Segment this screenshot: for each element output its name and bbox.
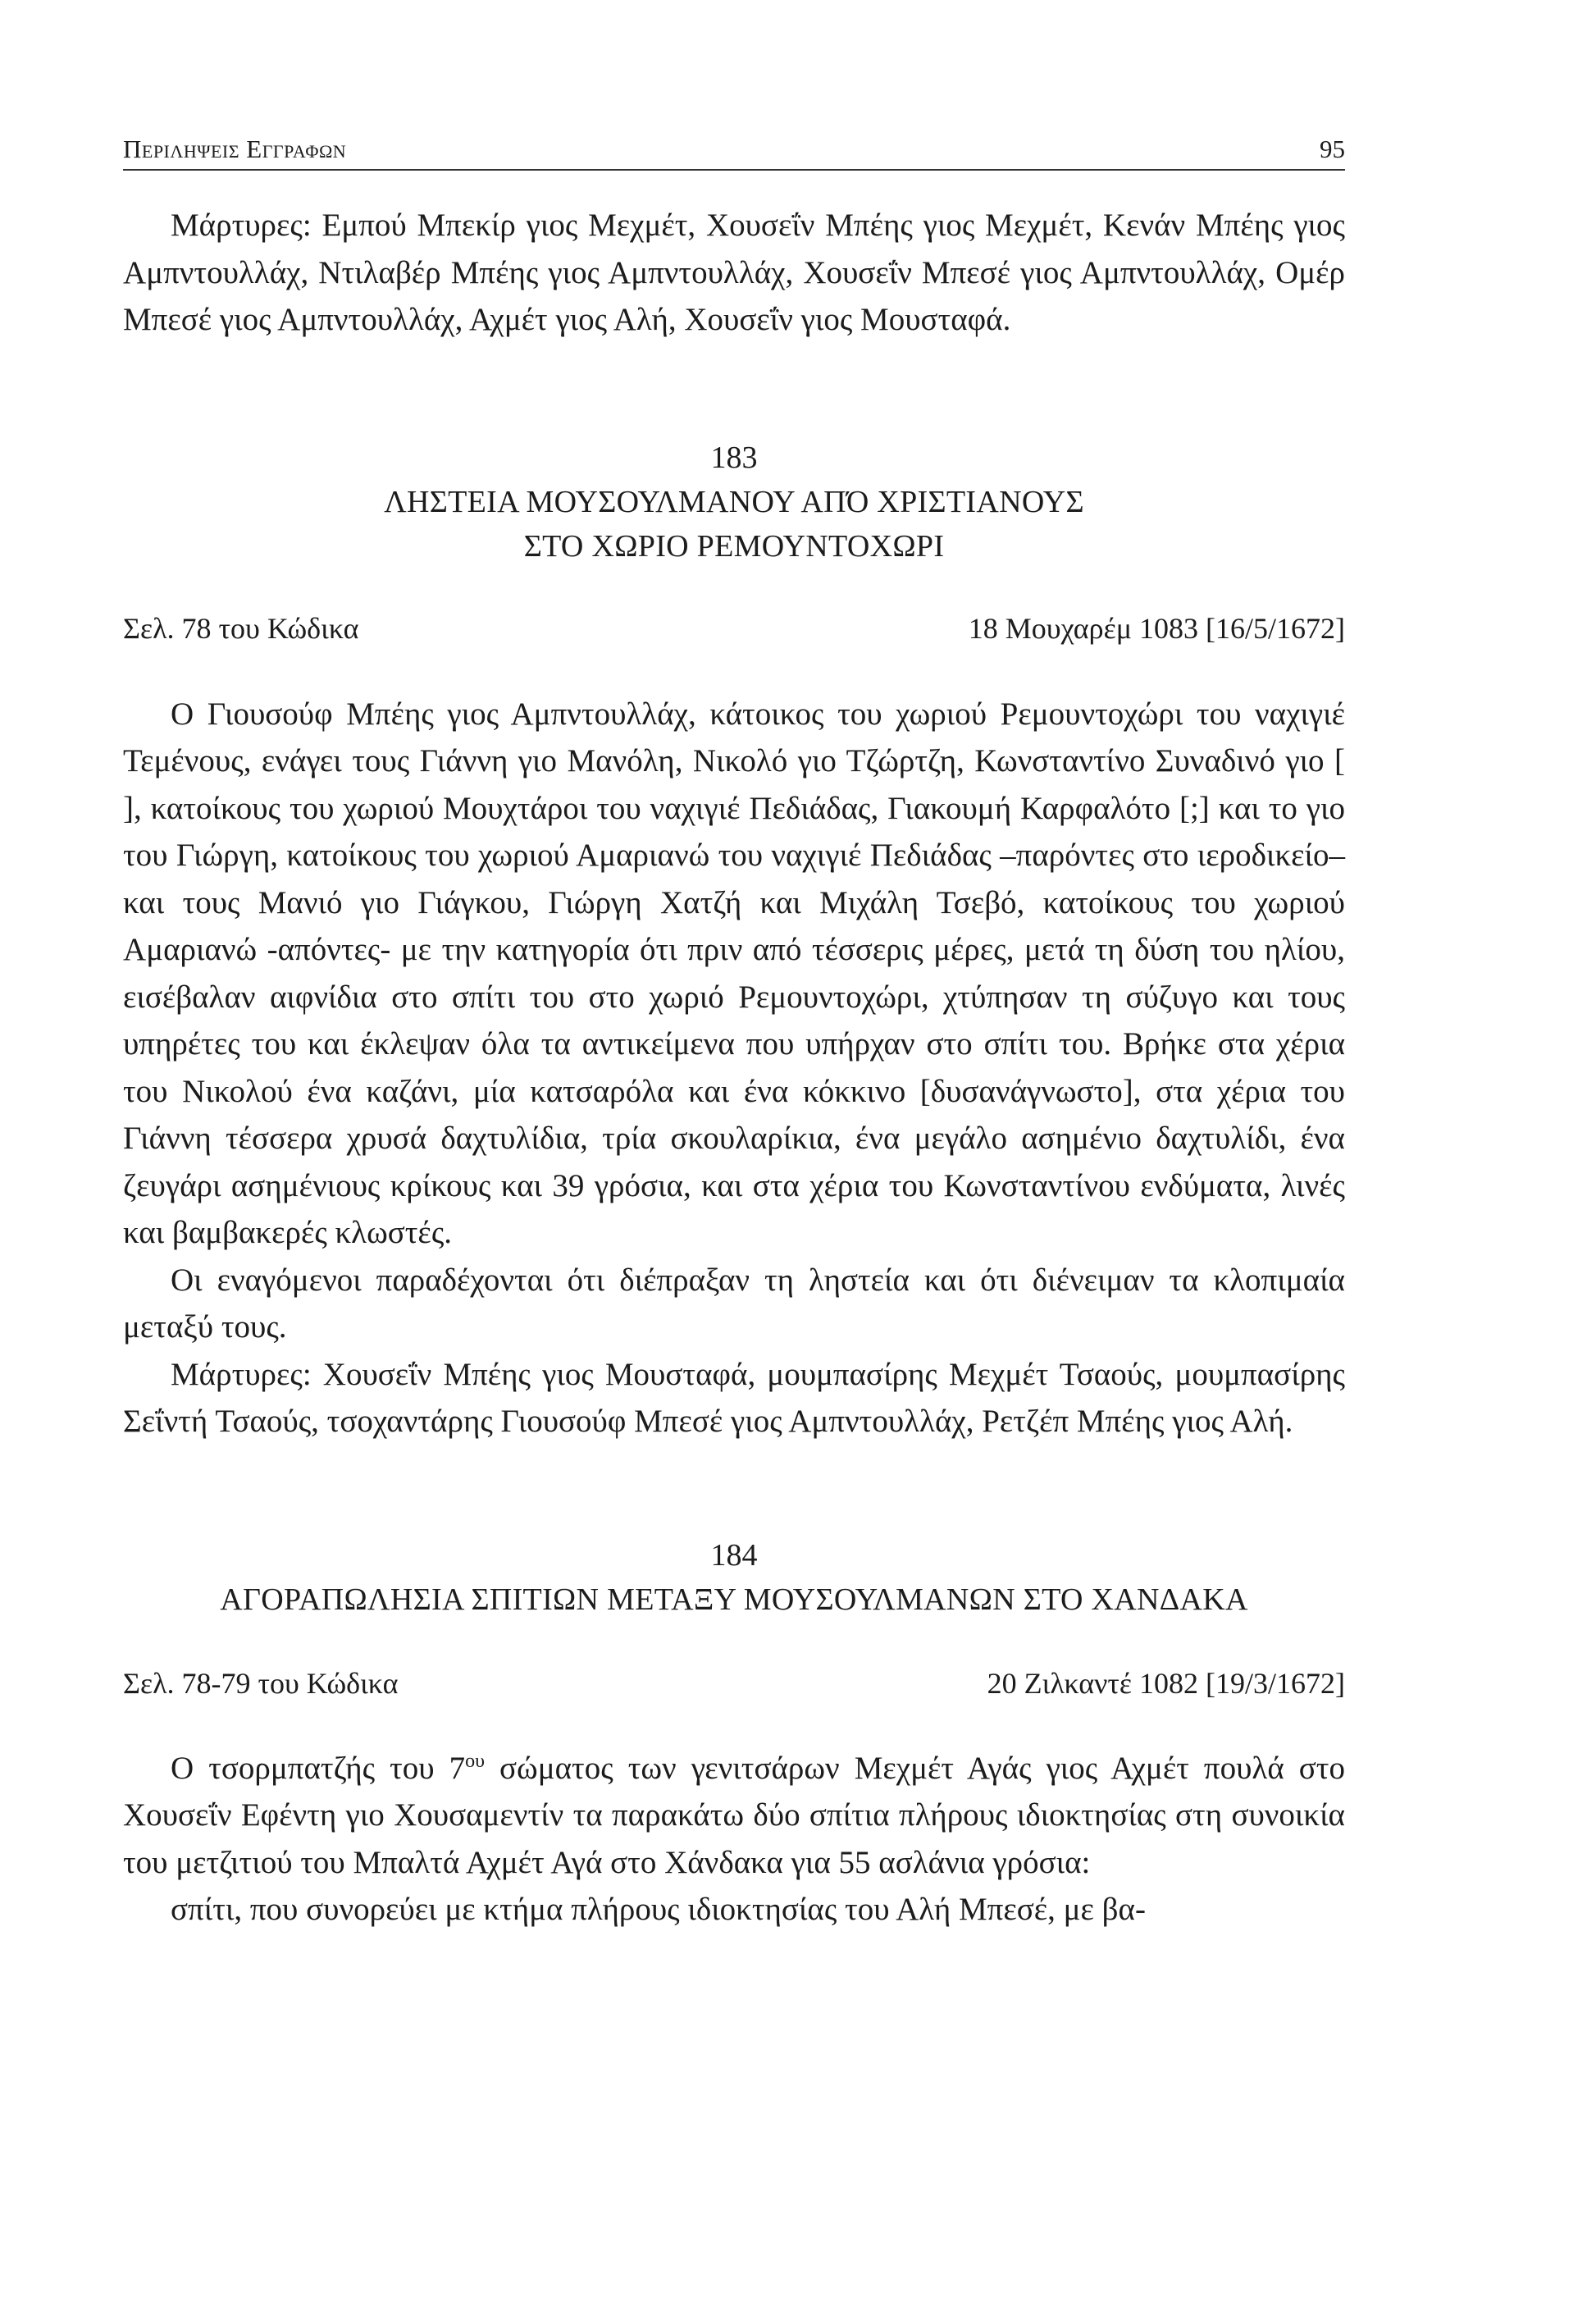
entry-date: 20 Ζιλκαντέ 1082 [19/3/1672] [987, 1666, 1345, 1700]
running-title: Περιληψεισ Εγγραφων [123, 135, 347, 163]
body-paragraph: Μάρτυρες: Χουσεΐν Μπέης γιος Μουσταφά, μουμπασίρης Μεχμέτ Τσαούς, μουμπασίρης Σεΐντή Τσαούς, τσοχαντάρης Γιουσούφ Μπεσέ γιος Αμπντουλλάχ, Ρετζέπ Μπέης γιος Αλή. [123, 1356, 1345, 1439]
text-segment: σώματος των γενιτσάρων Μεχμέτ Αγάς γιος Αχμέτ πουλά στο Χουσεΐν Εφέντη γιο Χουσαμεντίν τα παρακάτω δύο σπίτια πλήρους ιδιοκτησίας στη συνοικία του μετζιτιού του Μπαλτά Αχμέτ Αγά στο Χάνδακα για 55 ασλάνια γρόσια: [123, 1750, 1345, 1880]
witnesses-paragraph: Μάρτυρες: Εμπού Μπεκίρ γιος Μεχμέτ, Χουσεΐν Μπέης γιος Μεχμέτ, Κενάν Μπέης γιος Αμπντουλλάχ, Ντιλαβέρ Μπέης γιος Αμπντουλλάχ, Χουσεΐν Μπεσέ γιος Αμπντουλλάχ, Ομέρ Μπεσέ γιος Αμπντουλλάχ, Αχμέτ γιος Αλή, Χουσεΐν γιος Μουσταφά. [123, 208, 1345, 337]
entry-title-line-1: ΑΓΟΡΑΠΩΛΗΣΙΑ ΣΠΙΤΙΩΝ ΜΕΤΑΞΥ ΜΟΥΣΟΥΛΜΑΝΩΝ ΣΤΟ ΧΑΝΔΑΚΑ [220, 1582, 1248, 1617]
entry-title-line-2: ΣΤΟ ΧΩΡΙΟ ΡΕΜΟΥΝΤΟΧΩΡΙ [523, 528, 945, 564]
entry-date: 18 Μουχαρέμ 1083 [16/5/1672] [968, 611, 1345, 645]
body-paragraph [123, 1745, 1345, 1887]
entry-number: 183 [710, 440, 758, 475]
entry-source: Σελ. 78-79 του Κώδικα [123, 1666, 399, 1700]
entry-184 [123, 1533, 1345, 1934]
entry-source-line [123, 606, 1345, 651]
entry-body [123, 1745, 1345, 1934]
entry-source: Σελ. 78 του Κώδικα [123, 611, 359, 645]
entry-183 [123, 436, 1345, 1445]
document-page [123, 123, 1345, 1934]
body-paragraph: Οι εναγόμενοι παραδέχονται ότι διέπραξαν τη ληστεία και ότι διένειμαν τα κλοπιμαία μεταξύ τους. [123, 1262, 1345, 1345]
ordinal-suffix: ου [465, 1750, 485, 1772]
body-paragraph: Ο Γιουσούφ Μπέης γιος Αμπντουλλάχ, κάτοικος του χωριού Ρεμουντοχώρι του ναχιγιέ Τεμένους, ενάγει τους Γιάννη γιο Μανόλη, Νικολό γιο Τζώρτζη, Κωνσταντίνο Συναδινό γιο [ ], κατοίκους του χωριού Μουχτάροι του ναχιγιέ Πεδιάδας, Γιακουμή Καρφαλότο [;] και το γιο του Γιώργη, κατοίκους του χωριού Αμαριανώ του ναχιγιέ Πεδιάδας –παρόντες στο ιεροδικείο– και τους Μανιό γιο Γιάγκου, Γιώργη Χατζή και Μιχάλη Τσεβό, κατοίκους του χωριού Αμαριανώ -απόντες- με την κατηγορία ότι πριν από τέσσερις μέρες, μετά τη δύση του ηλίου, εισέβαλαν αιφνίδια στο σπίτι του στο χωριό Ρεμουντοχώρι, χτύπησαν τη σύζυγο και τους υπηρέτες του και έκλεψαν όλα τα αντικείμενα που υπήρχαν στο σπίτι του. Βρήκε στα χέρια του Νικολού ένα καζάνι, μία κατσαρόλα και ένα κόκκινο [δυσανάγνωστο], στα χέρια του Γιάννη τέσσερα χρυσά δαχτυλίδια, τρία σκουλαρίκια, ένα μεγάλο ασημένιο δαχτυλίδι, ένα ζευγάρι ασημένιους κρίκους και 39 γρόσια, και στα χέρια του Κωνσταντίνου ενδύματα, λινές και βαμβακερές κλωστές. [123, 696, 1345, 1250]
entry-body [123, 691, 1345, 1445]
page-number: 95 [1320, 135, 1345, 163]
text-segment: Ο τσορμπατζής του 7 [171, 1750, 466, 1786]
running-header [123, 123, 1345, 171]
entry-title-line-1: ΛΗΣΤΕΙΑ ΜΟΥΣΟΥΛΜΑΝΟΥ ΑΠΌ ΧΡΙΣΤΙΑΝΟΥΣ [384, 484, 1084, 519]
entry-number: 184 [710, 1537, 758, 1573]
body-paragraph: σπίτι, που συνορεύει με κτήμα πλήρους ιδιοκτησίας του Αλή Μπεσέ, με βα- [171, 1892, 1146, 1927]
entry-source-line [123, 1661, 1345, 1705]
